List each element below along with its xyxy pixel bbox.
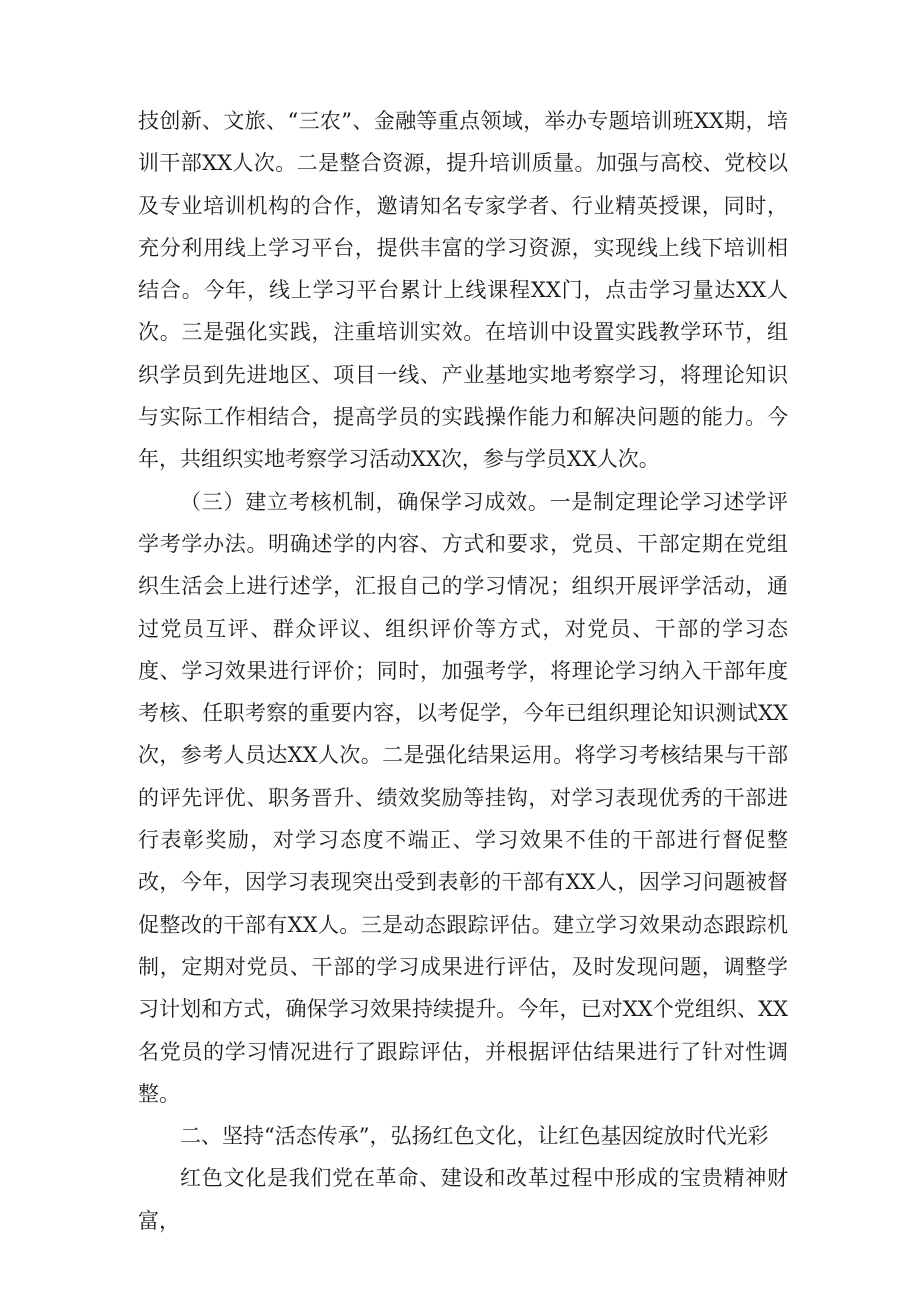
paragraph-red-culture: 红色文化是我们党在革命、建设和改革过程中形成的宝贵精神财富，	[138, 1166, 788, 1233]
paragraph-assessment-mechanism: （三）建立考核机制，确保学习成效。一是制定理论学习述学评学考学办法。明确述学的内容、方式和要求，党员、干部定期在党组织生活会上进行述学，汇报自己的学习情况；组织开展评学活动，通过党员互评、群众评议、组织评价等方式，对党员、干部的学习态度、学习效果进行评价；同时，加强考学，将理论学习纳入干部年度考核、任职考察的重要内容，以考促学，今年已组织理论知识测试XX次，参考人员达XX人次。二是强化结果运用。将学习考核结果与干部的评先评优、职务晋升、绩效奖励等挂钩，对学习表现优秀的干部进行表彰奖励，对学习态度不端正、学习效果不佳的干部进行督促整改，今年，因学习表现突出受到表彰的干部有XX人，因学习问题被督促整改的干部有XX人。三是动态跟踪评估。建立学习效果动态跟踪机制，定期对党员、干部的学习成果进行评估，及时发现问题，调整学习计划和方式，确保学习效果持续提升。今年，已对XX个党组织、XX名党员的学习情况进行了跟踪评估，并根据评估结果进行了针对性调整。	[138, 489, 788, 1106]
section-heading: 二、坚持“活态传承”，弘扬红色文化，让红色基因绽放时代光彩	[180, 1124, 769, 1149]
document-body	[138, 100, 788, 1242]
paragraph-training-continuation: 技创新、文旅、“三农”、金融等重点领域，举办专题培训班XX期，培训干部XX人次。二是整合资源，提升培训质量。加强与高校、党校以及专业培训机构的合作，邀请知名专家学者、行业精英授课，同时，充分利用线上学习平台，提供丰富的学习资源，实现线上线下培训相结合。今年，线上学习平台累计上线课程XX门，点击学习量达XX人次。三是强化实践，注重培训实效。在培训中设置实践教学环节，组织学员到先进地区、项目一线、产业基地实地考察学习，将理论知识与实际工作相结合，提高学员的实践操作能力和解决问题的能力。今年，共组织实地考察学习活动XX次，参与学员XX人次。	[138, 109, 788, 472]
